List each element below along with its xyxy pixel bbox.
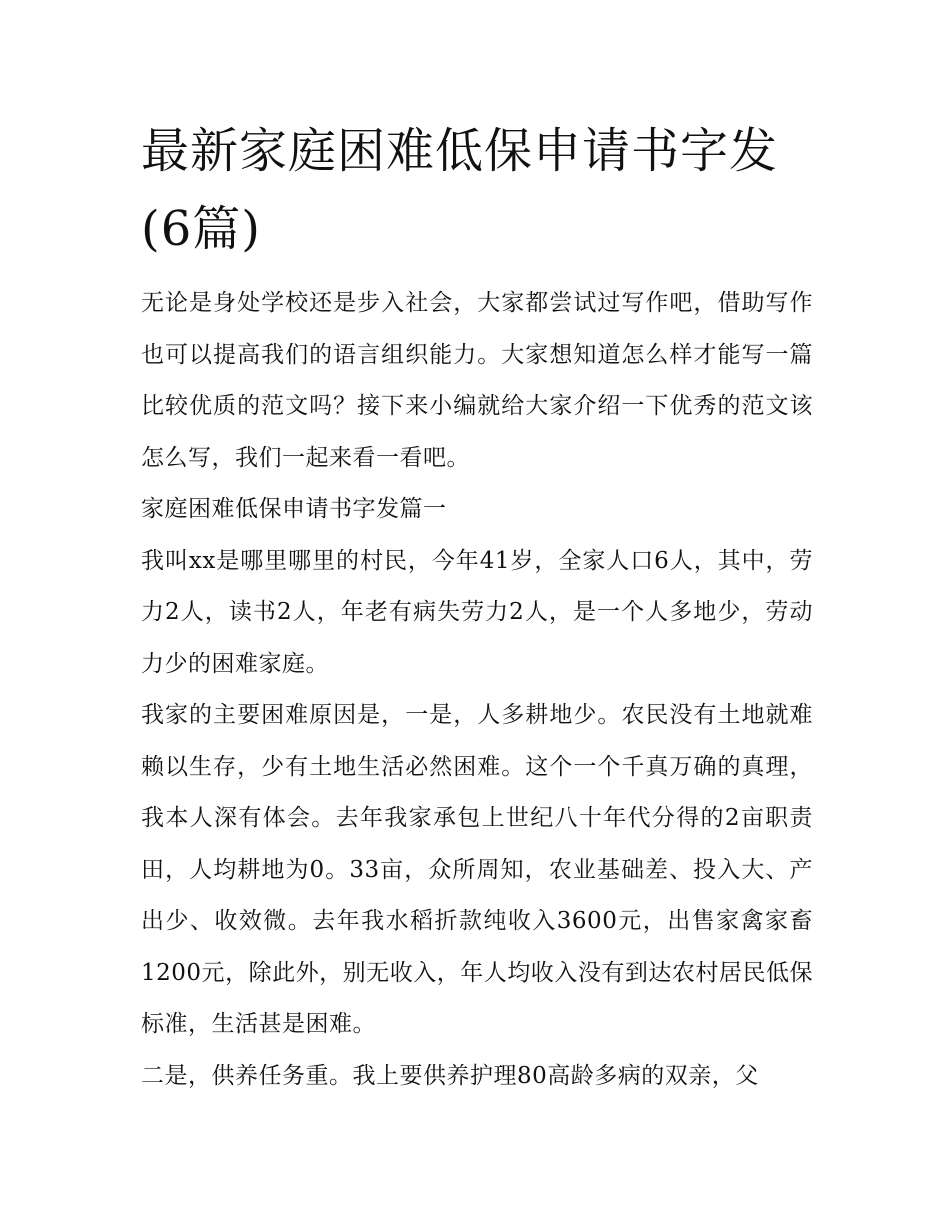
document-page (141, 112, 813, 1102)
intro-paragraph: 无论是身处学校还是步入社会，大家都尝试过写作吧，借助写作也可以提高我们的语言组织能力。大家想知道怎么样才能写一篇比较优质的范文吗？接下来小编就给大家介绍一下优秀的范文该怎么写，我们一起来看一看吧。 (141, 290, 813, 471)
document-title: 最新家庭困难低保申请书字发(6篇) (141, 123, 779, 257)
body-paragraph: 我家的主要困难原因是，一是，人多耕地少。农民没有土地就难赖以生存，少有土地生活必然困难。这个一个千真万确的真理，我本人深有体会。去年我家承包上世纪八十年代分得的2亩职责田，人均耕地为0。33亩，众所周知，农业基础差、投入大、产出少、收效微。去年我水稻折款纯收入3600元，出售家禽家畜1200元，除此外，别无收入，年人均收入没有到达农村居民低保标准，生活甚是困难。 (141, 702, 813, 1037)
body-paragraph: 我叫xx是哪里哪里的村民，今年41岁，全家人口6人，其中，劳力2人，读书2人，年老有病失劳力2人，是一个人多地少，劳动力少的困难家庭。 (141, 547, 813, 677)
section-heading: 家庭困难低保申请书字发篇一 (141, 496, 447, 522)
body-paragraph: 二是，供养任务重。我上要供养护理80高龄多病的双亲，父 (141, 1062, 759, 1089)
